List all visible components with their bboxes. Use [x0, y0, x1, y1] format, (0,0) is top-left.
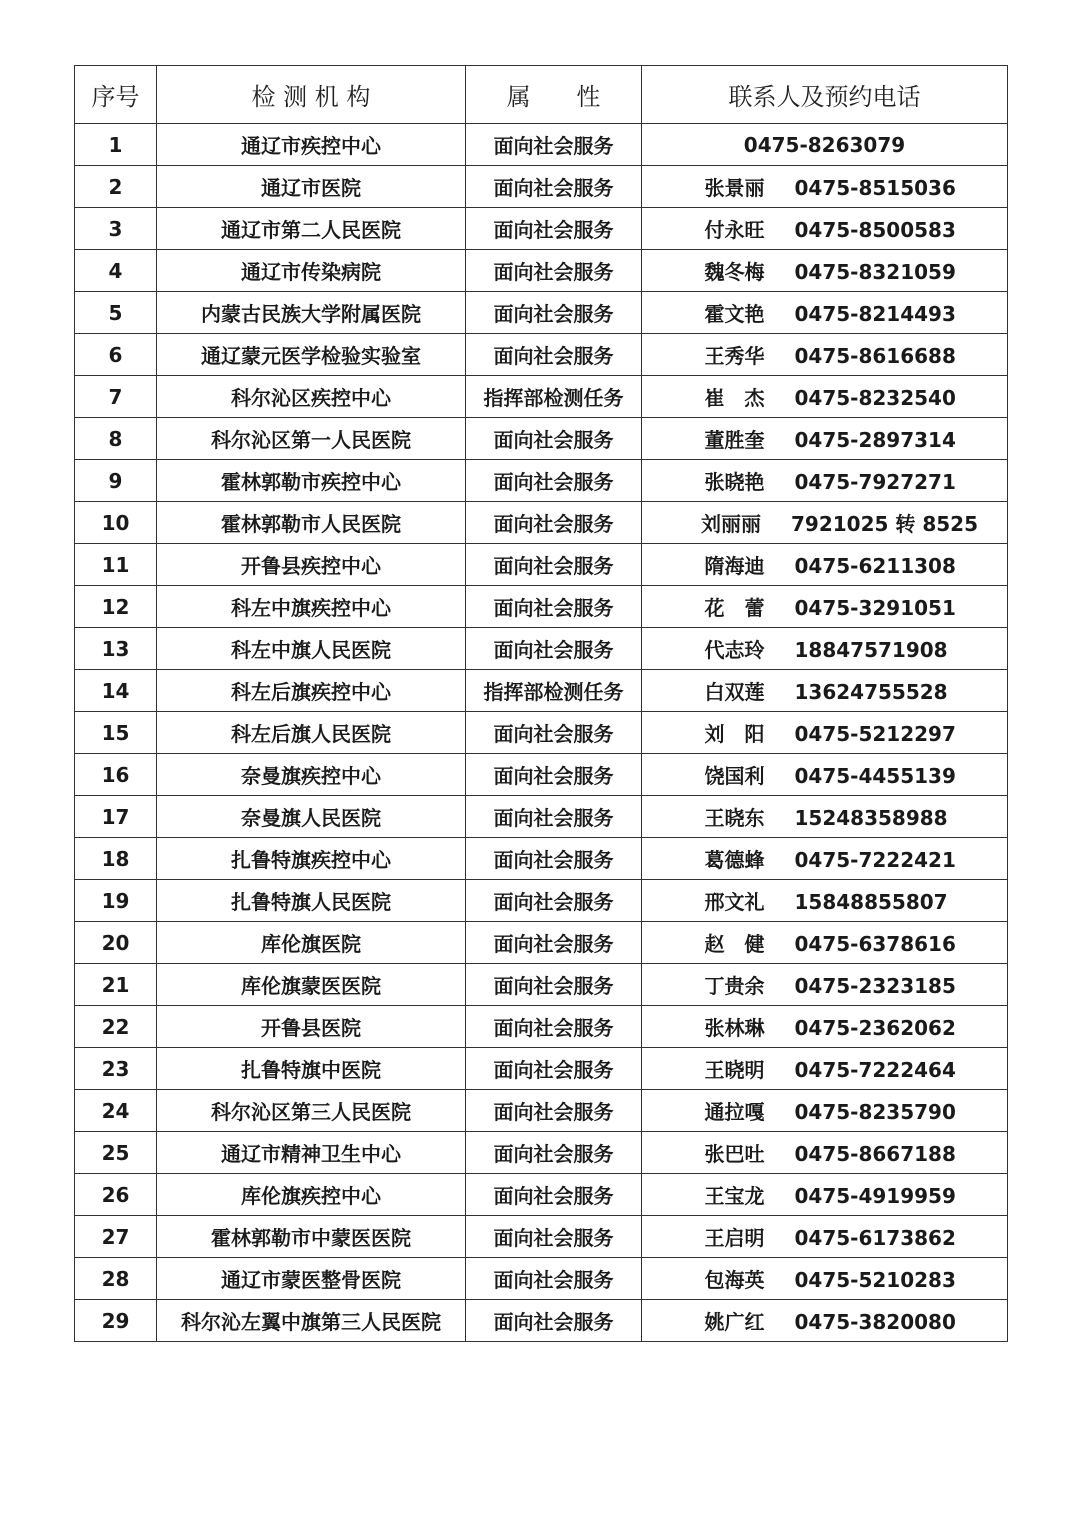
row-serial-number: 3 — [75, 208, 157, 250]
row-serial-number: 21 — [75, 964, 157, 1006]
row-contact-cell — [642, 376, 1008, 418]
contact-phone-number: 0475-8235790 — [794, 1100, 956, 1124]
contact-person-name: 王启明 — [704, 1226, 765, 1250]
row-institution-name: 通辽市医院 — [157, 166, 466, 208]
row-serial-number: 16 — [75, 754, 157, 796]
row-serial-number: 29 — [75, 1300, 157, 1342]
table-row — [75, 838, 1008, 880]
row-institution-name: 通辽市蒙医整骨医院 — [157, 1258, 466, 1300]
row-attribute: 面向社会服务 — [466, 880, 642, 922]
table-row — [75, 1300, 1008, 1342]
contact-person-name: 葛德蜂 — [704, 848, 765, 872]
row-institution-name: 科尔沁区第三人民医院 — [157, 1090, 466, 1132]
row-attribute: 面向社会服务 — [466, 1216, 642, 1258]
row-institution-name: 科左后旗人民医院 — [157, 712, 466, 754]
row-attribute: 面向社会服务 — [466, 1174, 642, 1216]
row-institution-name: 霍林郭勒市中蒙医医院 — [157, 1216, 466, 1258]
row-serial-number: 22 — [75, 1006, 157, 1048]
row-serial-number: 11 — [75, 544, 157, 586]
contact-phone-number: 18847571908 — [794, 638, 948, 662]
row-serial-number: 12 — [75, 586, 157, 628]
contact-phone-number: 0475-8232540 — [794, 386, 956, 410]
row-attribute: 面向社会服务 — [466, 712, 642, 754]
row-contact-cell — [642, 418, 1008, 460]
table-body — [75, 124, 1008, 1342]
row-attribute: 面向社会服务 — [466, 502, 642, 544]
contact-person-name: 张晓艳 — [704, 470, 765, 494]
table-row — [75, 418, 1008, 460]
contact-person-name: 丁贵余 — [704, 974, 765, 998]
row-institution-name: 开鲁县医院 — [157, 1006, 466, 1048]
contact-phone-number: 0475-5210283 — [794, 1268, 956, 1292]
row-contact-cell — [642, 964, 1008, 1006]
table-row — [75, 376, 1008, 418]
row-serial-number: 27 — [75, 1216, 157, 1258]
contact-phone-number: 13624755528 — [794, 680, 948, 704]
table-row — [75, 754, 1008, 796]
contact-phone-number: 0475-8321059 — [794, 260, 956, 284]
row-contact-cell — [642, 292, 1008, 334]
row-contact-cell — [642, 754, 1008, 796]
row-institution-name: 奈曼旗疾控中心 — [157, 754, 466, 796]
contact-phone-number: 0475-5212297 — [794, 722, 956, 746]
contact-phone-number: 7921025 转 8525 — [790, 512, 978, 536]
row-serial-number: 19 — [75, 880, 157, 922]
row-institution-name: 通辽市精神卫生中心 — [157, 1132, 466, 1174]
contact-person-name: 刘 阳 — [704, 722, 765, 746]
row-serial-number: 17 — [75, 796, 157, 838]
row-contact-cell — [642, 166, 1008, 208]
contact-phone-number: 0475-7222421 — [794, 848, 956, 872]
row-attribute: 面向社会服务 — [466, 964, 642, 1006]
contact-person-name: 张巴吐 — [704, 1142, 765, 1166]
table-row — [75, 964, 1008, 1006]
row-serial-number: 28 — [75, 1258, 157, 1300]
contact-person-name: 花 蕾 — [704, 596, 765, 620]
table-row — [75, 796, 1008, 838]
table-row — [75, 502, 1008, 544]
row-contact-cell — [642, 1048, 1008, 1090]
header-contact-and-phone: 联系人及预约电话 — [642, 66, 1008, 124]
row-institution-name: 奈曼旗人民医院 — [157, 796, 466, 838]
contact-person-name: 隋海迪 — [704, 554, 765, 578]
row-serial-number: 7 — [75, 376, 157, 418]
table-row — [75, 250, 1008, 292]
row-attribute: 面向社会服务 — [466, 544, 642, 586]
header-row — [75, 66, 1008, 124]
header-attribute: 属 性 — [466, 66, 642, 124]
contact-person-name: 王晓明 — [704, 1058, 765, 1082]
row-institution-name: 科左中旗人民医院 — [157, 628, 466, 670]
table-row — [75, 460, 1008, 502]
contact-phone-number: 15248358988 — [794, 806, 948, 830]
row-institution-name: 科尔沁区疾控中心 — [157, 376, 466, 418]
table-row — [75, 670, 1008, 712]
row-institution-name: 库伦旗蒙医医院 — [157, 964, 466, 1006]
row-contact-cell — [642, 208, 1008, 250]
row-attribute: 面向社会服务 — [466, 1300, 642, 1342]
row-attribute: 面向社会服务 — [466, 460, 642, 502]
contact-person-name: 付永旺 — [704, 218, 765, 242]
row-contact-cell — [642, 880, 1008, 922]
row-attribute: 面向社会服务 — [466, 1090, 642, 1132]
row-serial-number: 10 — [75, 502, 157, 544]
row-contact-cell — [642, 1258, 1008, 1300]
contact-phone-number: 0475-2897314 — [794, 428, 956, 452]
contact-person-name: 饶国利 — [704, 764, 765, 788]
row-contact-cell — [642, 628, 1008, 670]
row-serial-number: 24 — [75, 1090, 157, 1132]
contact-person-name: 刘丽丽 — [700, 512, 761, 536]
contact-person-name: 张林琳 — [704, 1016, 765, 1040]
row-serial-number: 23 — [75, 1048, 157, 1090]
table-row — [75, 208, 1008, 250]
row-serial-number: 2 — [75, 166, 157, 208]
row-institution-name: 霍林郭勒市人民医院 — [157, 502, 466, 544]
contact-person-name: 代志玲 — [704, 638, 765, 662]
contact-person-name: 魏冬梅 — [704, 260, 765, 284]
row-serial-number: 9 — [75, 460, 157, 502]
contact-phone-number: 0475-3820080 — [794, 1310, 956, 1334]
row-serial-number: 15 — [75, 712, 157, 754]
row-attribute: 面向社会服务 — [466, 1132, 642, 1174]
row-contact-cell — [642, 1174, 1008, 1216]
contact-person-name: 通拉嘎 — [704, 1100, 765, 1124]
row-attribute: 面向社会服务 — [466, 250, 642, 292]
header-testing-institution: 检 测 机 构 — [157, 66, 466, 124]
row-attribute: 面向社会服务 — [466, 1258, 642, 1300]
row-attribute: 面向社会服务 — [466, 418, 642, 460]
row-contact-cell — [642, 796, 1008, 838]
row-contact-cell — [642, 1132, 1008, 1174]
contact-phone-number: 0475-4455139 — [794, 764, 956, 788]
row-institution-name: 内蒙古民族大学附属医院 — [157, 292, 466, 334]
testing-institutions-table — [74, 65, 1008, 1342]
contact-person-name: 王晓东 — [704, 806, 765, 830]
row-institution-name: 库伦旗医院 — [157, 922, 466, 964]
table-header — [75, 66, 1008, 124]
row-attribute: 面向社会服务 — [466, 1048, 642, 1090]
table-row — [75, 1090, 1008, 1132]
row-serial-number: 4 — [75, 250, 157, 292]
table-row — [75, 1258, 1008, 1300]
row-attribute: 面向社会服务 — [466, 166, 642, 208]
contact-person-name: 王宝龙 — [704, 1184, 765, 1208]
row-contact-cell — [642, 712, 1008, 754]
row-contact-cell — [642, 124, 1008, 166]
row-serial-number: 26 — [75, 1174, 157, 1216]
contact-phone-number: 0475-7927271 — [794, 470, 956, 494]
contact-person-name: 霍文艳 — [704, 302, 765, 326]
contact-phone-number: 0475-8515036 — [794, 176, 956, 200]
row-institution-name: 开鲁县疾控中心 — [157, 544, 466, 586]
row-contact-cell — [642, 1006, 1008, 1048]
row-contact-cell — [642, 334, 1008, 376]
row-attribute: 面向社会服务 — [466, 838, 642, 880]
row-serial-number: 20 — [75, 922, 157, 964]
contact-person-name: 白双莲 — [704, 680, 765, 704]
header-serial-number: 序号 — [75, 66, 157, 124]
row-attribute: 指挥部检测任务 — [466, 376, 642, 418]
contact-phone-number: 0475-3291051 — [794, 596, 956, 620]
row-contact-cell — [642, 460, 1008, 502]
row-contact-cell — [642, 502, 1008, 544]
row-institution-name: 库伦旗疾控中心 — [157, 1174, 466, 1216]
contact-phone-number: 15848855807 — [794, 890, 948, 914]
row-institution-name: 扎鲁特旗中医院 — [157, 1048, 466, 1090]
row-contact-cell — [642, 586, 1008, 628]
row-serial-number: 13 — [75, 628, 157, 670]
contact-person-name: 赵 健 — [704, 932, 765, 956]
contact-person-name: 崔 杰 — [704, 386, 765, 410]
contact-phone-number: 0475-2323185 — [794, 974, 956, 998]
row-contact-cell — [642, 922, 1008, 964]
row-serial-number: 14 — [75, 670, 157, 712]
row-institution-name: 科左中旗疾控中心 — [157, 586, 466, 628]
row-contact-cell — [642, 1090, 1008, 1132]
row-institution-name: 科尔沁左翼中旗第三人民医院 — [157, 1300, 466, 1342]
row-institution-name: 科左后旗疾控中心 — [157, 670, 466, 712]
table-row — [75, 334, 1008, 376]
row-institution-name: 通辽蒙元医学检验实验室 — [157, 334, 466, 376]
row-contact-cell — [642, 1216, 1008, 1258]
row-attribute: 面向社会服务 — [466, 796, 642, 838]
table-row — [75, 292, 1008, 334]
row-attribute: 面向社会服务 — [466, 922, 642, 964]
table-row — [75, 712, 1008, 754]
row-institution-name: 科尔沁区第一人民医院 — [157, 418, 466, 460]
row-attribute: 面向社会服务 — [466, 586, 642, 628]
row-institution-name: 通辽市疾控中心 — [157, 124, 466, 166]
contact-phone-number: 0475-8263079 — [743, 132, 906, 157]
row-contact-cell — [642, 1300, 1008, 1342]
table-row — [75, 124, 1008, 166]
contact-phone-number: 0475-8500583 — [794, 218, 956, 242]
table-row — [75, 544, 1008, 586]
contact-person-name: 邢文礼 — [704, 890, 765, 914]
row-contact-cell — [642, 544, 1008, 586]
contact-phone-number: 0475-7222464 — [794, 1058, 956, 1082]
table-row — [75, 1132, 1008, 1174]
contact-phone-number: 0475-2362062 — [794, 1016, 956, 1040]
contact-phone-number: 0475-8214493 — [794, 302, 956, 326]
row-attribute: 面向社会服务 — [466, 628, 642, 670]
table-row — [75, 586, 1008, 628]
contact-person-name: 董胜奎 — [704, 428, 765, 452]
row-serial-number: 1 — [75, 124, 157, 166]
contact-phone-number: 0475-6173862 — [794, 1226, 956, 1250]
contact-person-name: 姚广红 — [704, 1310, 765, 1334]
row-attribute: 面向社会服务 — [466, 208, 642, 250]
row-contact-cell — [642, 838, 1008, 880]
row-attribute: 面向社会服务 — [466, 1006, 642, 1048]
row-attribute: 面向社会服务 — [466, 124, 642, 166]
row-institution-name: 通辽市传染病院 — [157, 250, 466, 292]
row-attribute: 面向社会服务 — [466, 334, 642, 376]
contact-person-name: 包海英 — [704, 1268, 765, 1292]
row-institution-name: 通辽市第二人民医院 — [157, 208, 466, 250]
row-serial-number: 25 — [75, 1132, 157, 1174]
table-row — [75, 1006, 1008, 1048]
table-row — [75, 922, 1008, 964]
table-row — [75, 1048, 1008, 1090]
row-serial-number: 8 — [75, 418, 157, 460]
table-row — [75, 1216, 1008, 1258]
row-serial-number: 6 — [75, 334, 157, 376]
row-contact-cell — [642, 250, 1008, 292]
table-row — [75, 628, 1008, 670]
row-institution-name: 扎鲁特旗人民医院 — [157, 880, 466, 922]
contact-person-name: 张景丽 — [704, 176, 765, 200]
row-institution-name: 扎鲁特旗疾控中心 — [157, 838, 466, 880]
table-row — [75, 880, 1008, 922]
contact-phone-number: 0475-8667188 — [794, 1142, 956, 1166]
row-contact-cell — [642, 670, 1008, 712]
contact-phone-number: 0475-6378616 — [794, 932, 956, 956]
contact-phone-number: 0475-6211308 — [794, 554, 956, 578]
row-attribute: 面向社会服务 — [466, 292, 642, 334]
contact-phone-number: 0475-4919959 — [794, 1184, 956, 1208]
table-row — [75, 1174, 1008, 1216]
table-row — [75, 166, 1008, 208]
row-serial-number: 18 — [75, 838, 157, 880]
row-serial-number: 5 — [75, 292, 157, 334]
contact-phone-number: 0475-8616688 — [794, 344, 956, 368]
contact-person-name: 王秀华 — [704, 344, 765, 368]
row-attribute: 指挥部检测任务 — [466, 670, 642, 712]
row-attribute: 面向社会服务 — [466, 754, 642, 796]
row-institution-name: 霍林郭勒市疾控中心 — [157, 460, 466, 502]
